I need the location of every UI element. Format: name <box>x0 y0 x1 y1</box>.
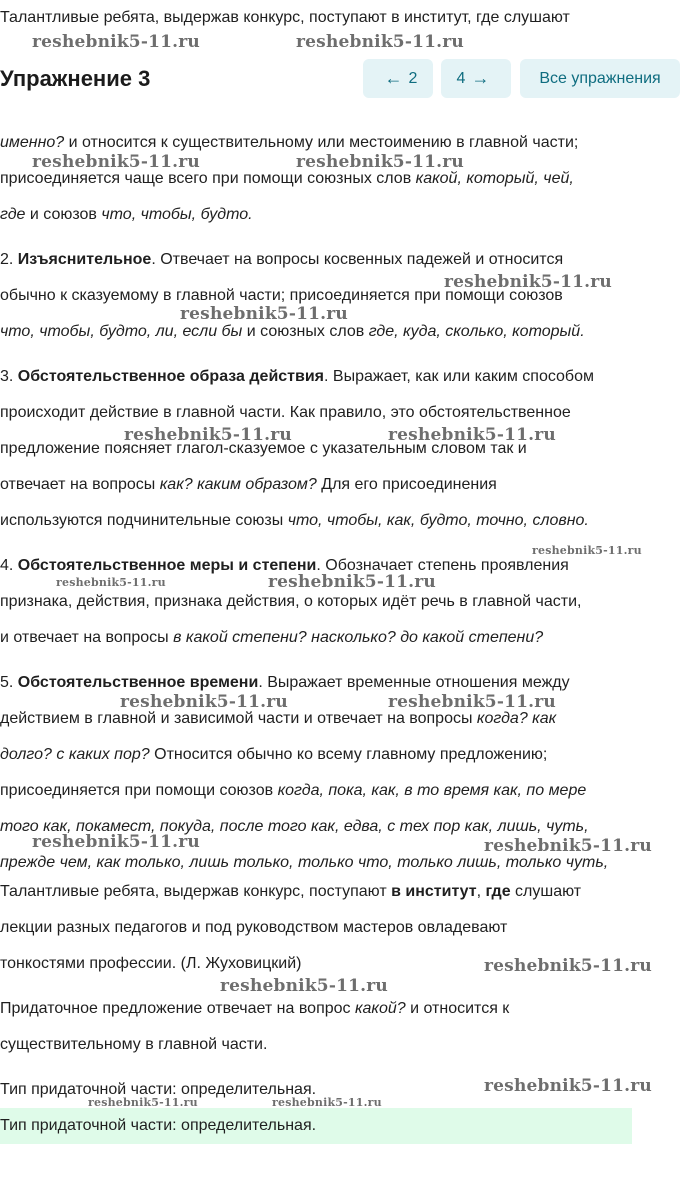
p1-line-1: именно? и относится к существительному или местоимению в главной части; <box>0 134 579 151</box>
p5-line-5: того как, покамест, покуда, после того как, едва, с тех пор как, лишь, чуть, <box>0 818 589 835</box>
watermark: reshebnik5-11.ru <box>120 692 288 712</box>
watermark: reshebnik5-11.ru <box>32 32 200 52</box>
p4-line-3: и отвечает на вопросы в какой степени? насколько? до какой степени? <box>0 629 544 646</box>
p5-line-3: долго? с каких пор? Относится обычно ко всему главному предложению; <box>0 746 548 763</box>
p4-line-1: 4. Обстоятельственное меры и степени. Обозначает степень проявления <box>0 557 569 574</box>
p3-line-5: используются подчинительные союзы что, чтобы, как, будто, точно, словно. <box>0 512 589 529</box>
p2-line-3: что, чтобы, будто, ли, если бы и союзных слов где, куда, сколько, который. <box>0 323 585 340</box>
page-title: Упражнение 3 <box>0 66 151 91</box>
p3-line-3: предложение поясняет глагол-сказуемое с указательным словом так и <box>0 440 527 457</box>
p1-line-2: присоединяется чаще всего при помощи союзных слов какой, который, чей, <box>0 170 574 187</box>
watermark: reshebnik5-11.ru <box>88 1096 198 1109</box>
sentence-line-2: лекции разных педагогов и под руководством мастеров овладевают <box>0 919 508 936</box>
p3-line-2: происходит действие в главной части. Как правило, это обстоятельственное <box>0 404 571 421</box>
p2-line-2: обычно к сказуемому в главной части; присоединяется при помощи союзов <box>0 287 563 304</box>
watermark: reshebnik5-11.ru <box>484 956 652 976</box>
watermark: reshebnik5-11.ru <box>32 152 200 172</box>
analysis-line-2: существительному в главной части. <box>0 1036 268 1053</box>
answer-text: Тип придаточной части: определительная. <box>0 1117 317 1134</box>
p3-line-4: отвечает на вопросы как? каким образом? Для его присоединения <box>0 476 497 493</box>
watermark: reshebnik5-11.ru <box>484 836 652 856</box>
watermark: reshebnik5-11.ru <box>180 304 348 324</box>
p1-line-3: где и союзов что, чтобы, будто. <box>0 206 253 223</box>
clause-type-line: Тип придаточной части: определительная. <box>0 1081 317 1098</box>
watermark: reshebnik5-11.ru <box>32 832 200 852</box>
p5-line-6: прежде чем, как только, лишь только, только что, только лишь, только чуть, <box>0 854 609 871</box>
watermark: reshebnik5-11.ru <box>268 572 436 592</box>
watermark: reshebnik5-11.ru <box>56 576 166 589</box>
watermark: reshebnik5-11.ru <box>296 152 464 172</box>
next-exercise-button[interactable] <box>441 59 511 98</box>
sentence-line-3: тонкостями профессии. (Л. Жуховицкий) <box>0 955 302 972</box>
watermark: reshebnik5-11.ru <box>444 272 612 292</box>
p5-line-1: 5. Обстоятельственное времени. Выражает временные отношения между <box>0 674 570 691</box>
watermark: reshebnik5-11.ru <box>296 32 464 52</box>
prev-exercise-button[interactable] <box>363 59 433 98</box>
all-exercises-label: Все упражнения <box>539 69 661 87</box>
p3-line-1: 3. Обстоятельственное образа действия. Выражает, как или каким способом <box>0 368 594 385</box>
p5-line-2: действием в главной и зависимой части и отвечает на вопросы когда? как <box>0 710 557 727</box>
prev-exercise-label: 2 <box>408 69 418 87</box>
arrow-left-icon: ← <box>384 68 403 88</box>
analysis-line-1: Придаточное предложение отвечает на вопрос какой? и относится к <box>0 1000 510 1017</box>
watermark: reshebnik5-11.ru <box>388 425 556 445</box>
watermark: reshebnik5-11.ru <box>220 976 388 996</box>
next-exercise-label: 4 <box>456 69 466 87</box>
arrow-right-icon: → <box>471 68 490 88</box>
watermark: reshebnik5-11.ru <box>532 544 642 557</box>
p5-line-4: присоединяется при помощи союзов когда, пока, как, в то время как, по мере <box>0 782 587 799</box>
all-exercises-button[interactable] <box>520 59 680 98</box>
watermark: reshebnik5-11.ru <box>388 692 556 712</box>
p4-line-2: признака, действия, признака действия, о которых идёт речь в главной части, <box>0 593 582 610</box>
watermark: reshebnik5-11.ru <box>124 425 292 445</box>
top-text-line: Талантливые ребята, выдержав конкурс, поступают в институт, где слушают <box>0 9 570 26</box>
watermark: reshebnik5-11.ru <box>484 1076 652 1096</box>
watermark: reshebnik5-11.ru <box>272 1096 382 1109</box>
sentence-line-1: Талантливые ребята, выдержав конкурс, поступают в институт, где слушают <box>0 883 582 900</box>
p2-line-1: 2. Изъяснительное. Отвечает на вопросы косвенных падежей и относится <box>0 251 564 268</box>
